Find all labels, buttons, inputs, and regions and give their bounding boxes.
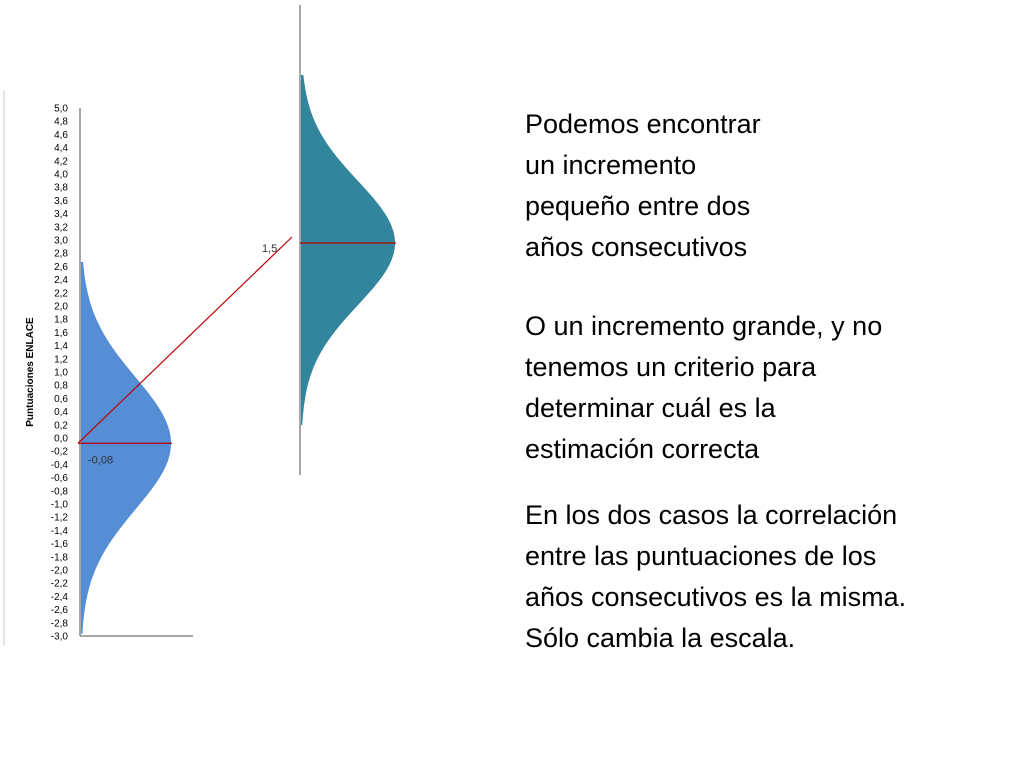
text-line: pequeño entre dos (525, 191, 751, 221)
y-tick-label: -1,6 (50, 539, 68, 551)
y-tick-label: -1,8 (50, 552, 68, 564)
distribution-a-area (81, 262, 171, 634)
y-tick-label: 5,0 (54, 103, 68, 115)
text-line: determinar cuál es la (525, 393, 776, 423)
y-tick-label: -0,2 (50, 446, 68, 458)
text-line: estimación correcta (525, 434, 760, 464)
text-line: entre las puntuaciones de los (525, 541, 877, 571)
text-block-3 (525, 495, 1015, 659)
text-line: tenemos un criterio para (525, 352, 817, 382)
y-tick-label: 0,6 (54, 393, 68, 405)
text-line: En los dos casos la correlación (525, 500, 898, 530)
y-tick-label: -1,0 (50, 499, 68, 511)
y-tick-label: -2,8 (50, 618, 68, 630)
y-tick-label: -0,6 (50, 473, 68, 485)
y-tick-label: 1,2 (54, 354, 68, 366)
y-tick-label: 2,0 (54, 301, 68, 313)
y-tick-label: -1,4 (50, 525, 68, 537)
y-tick-label: 2,6 (54, 261, 68, 273)
y-tick-label: 0,4 (54, 407, 68, 419)
y-tick-label: 0,8 (54, 380, 68, 392)
y-tick-label: 2,4 (54, 275, 68, 287)
y-tick-label: 3,2 (54, 222, 68, 234)
y-tick-label: -0,8 (50, 486, 68, 498)
distribution-b-area (301, 75, 395, 425)
y-tick-label: 4,0 (54, 169, 68, 181)
y-tick-label: 4,6 (54, 129, 68, 141)
text-line: O un incremento grande, y no (525, 311, 883, 341)
y-tick-label: -2,2 (50, 578, 68, 590)
y-tick-label: 4,4 (54, 143, 68, 155)
text-line: Podemos encontrar (525, 109, 761, 139)
y-tick-label: -1,2 (50, 512, 68, 524)
mean-label-a: -0,08 (88, 454, 114, 467)
y-tick-label: 3,8 (54, 182, 68, 194)
y-tick-label: 0,0 (54, 433, 68, 445)
connector-line (78, 237, 292, 443)
y-tick-label: 4,2 (54, 156, 68, 168)
y-tick-label: -2,4 (50, 591, 68, 603)
y-tick-label: 0,2 (54, 420, 68, 432)
y-tick-label: -2,0 (50, 565, 68, 577)
text-line: años consecutivos es la misma. (525, 582, 907, 612)
y-tick-label: 1,6 (54, 327, 68, 339)
y-tick-labels (51, 104, 69, 643)
y-tick-label: 4,8 (54, 116, 68, 128)
y-tick-label: 3,0 (54, 235, 68, 247)
y-tick-label: 1,4 (54, 341, 68, 353)
y-tick-label: 3,4 (54, 209, 68, 221)
y-tick-label: 3,6 (54, 195, 68, 207)
mean-label-b: 1,5 (262, 243, 278, 255)
text-line: un incremento (525, 150, 697, 180)
y-tick-label: 2,8 (54, 248, 68, 260)
text-line: Sólo cambia la escala. (525, 623, 796, 653)
y-tick-label: 1,0 (54, 367, 68, 379)
y-tick-label: -2,6 (50, 605, 68, 617)
y-tick-label: -0,4 (50, 459, 68, 471)
text-block-2 (525, 306, 995, 470)
text-line: años consecutivos (525, 232, 748, 262)
y-tick-label: 2,2 (54, 288, 68, 300)
y-tick-label: 1,8 (54, 314, 68, 326)
y-axis-label: Puntuaciones ENLACE (25, 317, 36, 427)
y-tick-label: -3,0 (50, 631, 68, 643)
text-block-1 (525, 104, 825, 268)
axis-group (4, 5, 300, 646)
